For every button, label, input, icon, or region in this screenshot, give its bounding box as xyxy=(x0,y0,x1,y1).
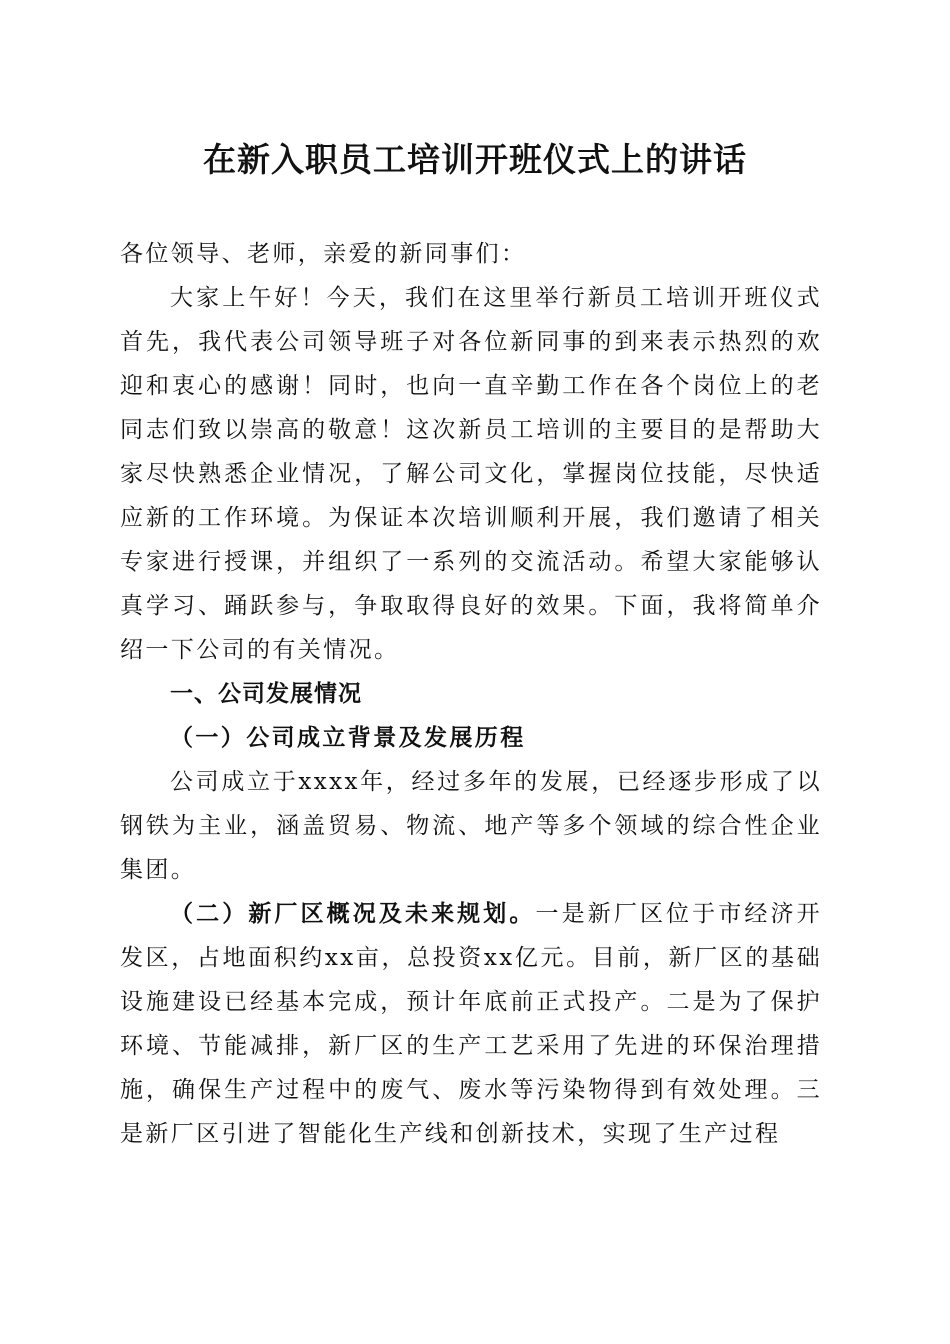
new-plant-text: 一是新厂区位于市经济开发区，占地面积约xx亩，总投资xx亿元。目前，新厂区的基础设施建设已经基本完成，预计年底前正式投产。二是为了保护环境、节能减排，新厂区的生产工艺采用了先进的环保治理措施，确保生产过程中的废气、废水等污染物得到有效处理。三是新厂区引进了智能化生产线和创新技术，实现了生产过程 xyxy=(120,901,822,1147)
paragraph-new-plant xyxy=(120,892,822,1156)
document-title: 在新入职员工培训开班仪式上的讲话 xyxy=(203,140,747,179)
paragraph-opening: 大家上午好！今天，我们在这里举行新员工培训开班仪式首先，我代表公司领导班子对各位新同事的到来表示热烈的欢迎和衷心的感谢！同时，也向一直辛勤工作在各个岗位上的老同志们致以崇高的敬意！这次新员工培训的主要目的是帮助大家尽快熟悉企业情况，了解公司文化，掌握岗位技能，尽快适应新的工作环境。为保证本次培训顺利开展，我们邀请了相关专家进行授课，并组织了一系列的交流活动。希望大家能够认真学习、踊跃参与，争取取得良好的效果。下面，我将简单介绍一下公司的有关情况。 xyxy=(120,285,822,663)
paragraph-background: 公司成立于xxxx年，经过多年的发展，已经逐步形成了以钢铁为主业，涵盖贸易、物流、地产等多个领域的综合性企业集团。 xyxy=(120,769,822,883)
section-heading-company-development: 一、公司发展情况 xyxy=(170,681,362,707)
subsection-heading-new-plant: （二）新厂区概况及未来规划。 xyxy=(170,900,536,927)
document-body xyxy=(120,232,822,1156)
salutation: 各位领导、老师，亲爱的新同事们： xyxy=(120,241,527,267)
subsection-heading-background: （一）公司成立背景及发展历程 xyxy=(170,724,526,751)
